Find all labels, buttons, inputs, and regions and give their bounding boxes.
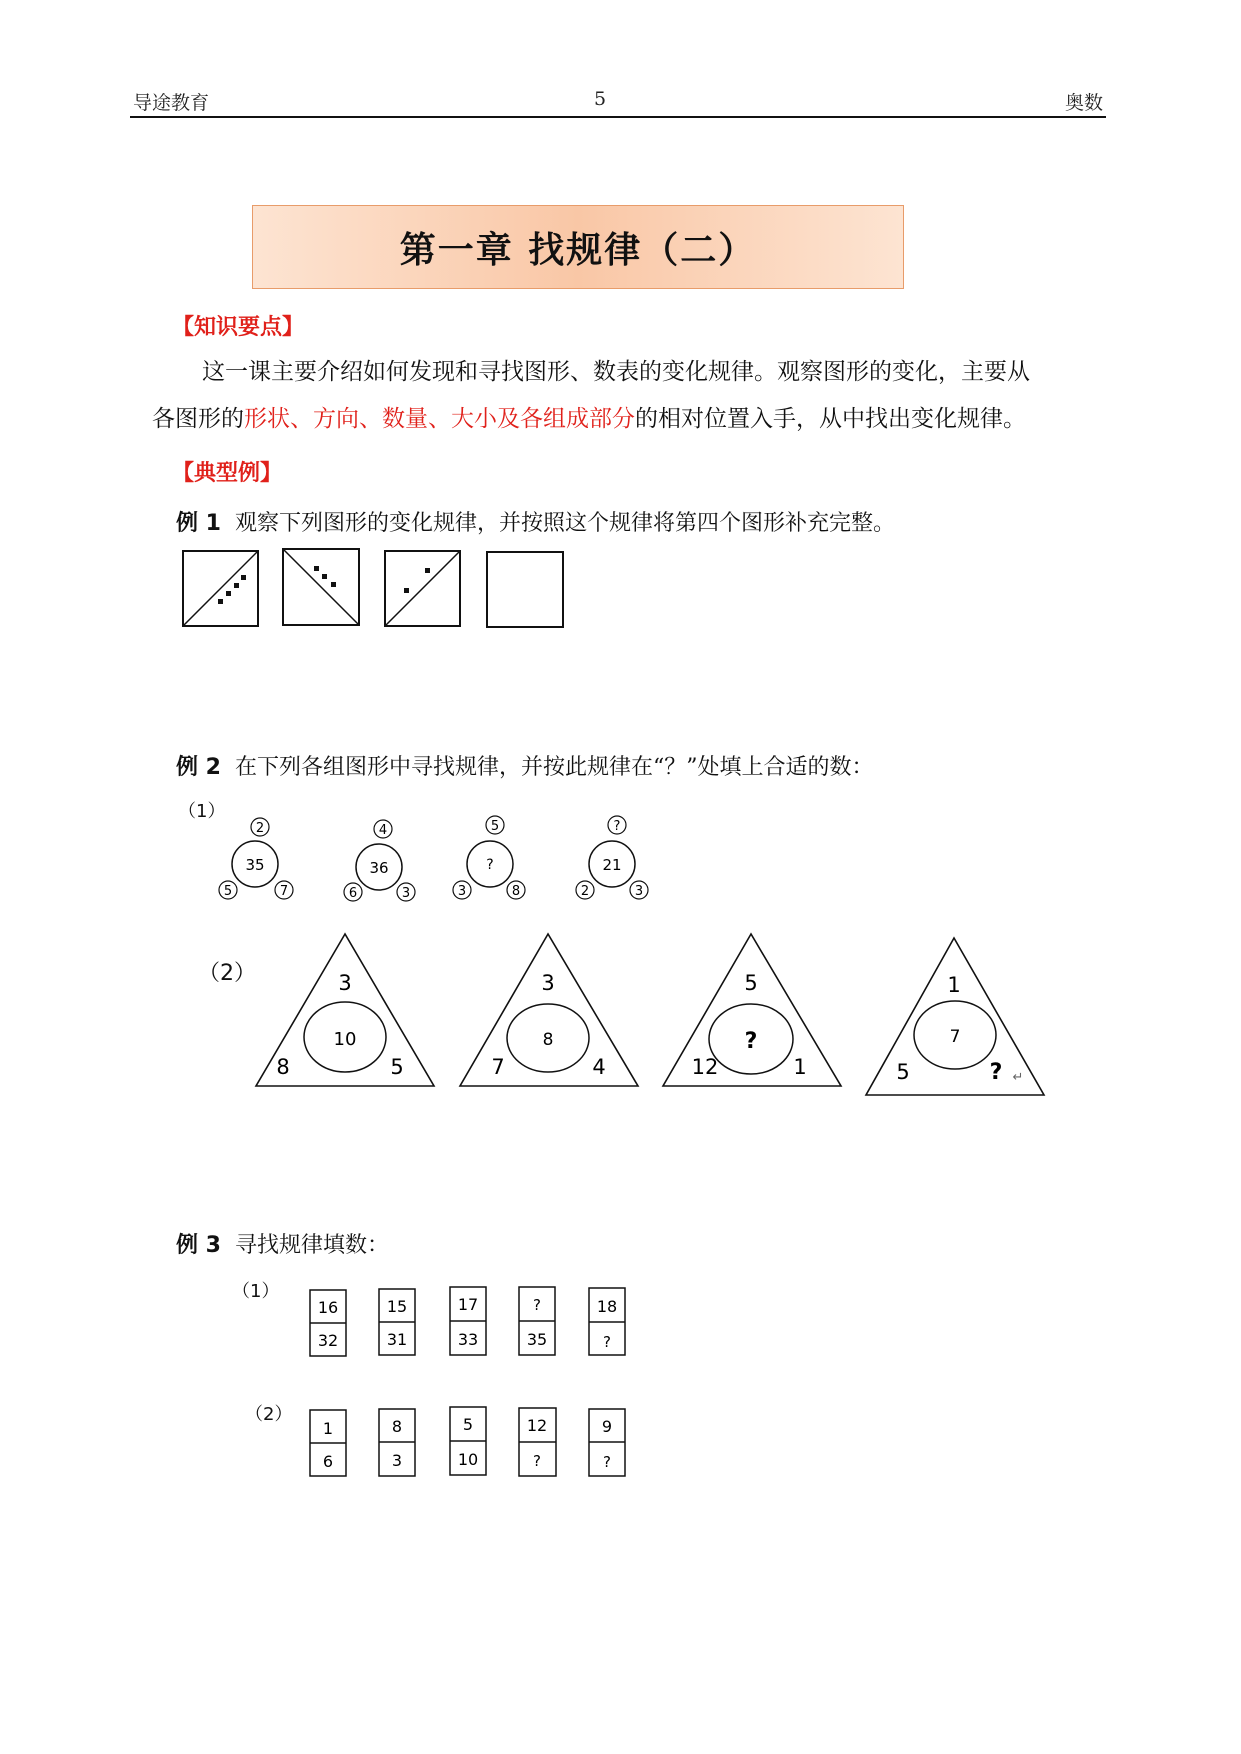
- ex3-row1-box-4: [519, 1287, 555, 1355]
- ex2-circle-group-1: [219, 818, 293, 899]
- ex3-row2-box-2: [379, 1409, 415, 1476]
- ex2-circle-group-4: [576, 816, 648, 899]
- ex3-figures: [0, 1270, 1241, 1490]
- circle-4-right: 3: [634, 884, 644, 899]
- knowledge-heading: 【知识要点】: [172, 314, 305, 340]
- ex2-triangle-2: [460, 934, 638, 1086]
- ex2-text: 在下列各组图形中寻找规律，并按此规律在“？”处填上合适的数：: [234, 755, 874, 780]
- ex2-circle-group-2: [344, 820, 415, 901]
- ex1-figures: [0, 0, 1241, 700]
- ex2-triangle-1: [256, 934, 434, 1086]
- knowledge-line2-before: 各图形的: [152, 406, 244, 432]
- row2-box3-top: 5: [462, 1415, 474, 1434]
- ex2-label: 例 2: [176, 755, 221, 780]
- tri-2-top: 3: [541, 971, 555, 995]
- ex3-row1-box-5: [589, 1288, 625, 1355]
- ex3-line: [176, 1228, 389, 1259]
- row2-box3-bottom: 10: [457, 1450, 479, 1469]
- circle-1-top: 2: [255, 821, 265, 836]
- row2-box1-bottom: 6: [322, 1452, 334, 1471]
- ex1-square-4-empty: [487, 552, 563, 627]
- tri-2-left: 7: [491, 1055, 505, 1079]
- tri-1-right: 5: [390, 1055, 404, 1079]
- row2-box2-top: 8: [391, 1417, 403, 1436]
- chapter-title: 第一章 找规律（二）: [399, 228, 757, 271]
- ex1-text: 观察下列图形的变化规律，并按照这个规律将第四个图形补充完整。: [234, 511, 895, 536]
- tri-1-left: 8: [276, 1055, 290, 1079]
- ex1-square-2: [283, 549, 359, 625]
- circle-1-right: 7: [279, 884, 289, 899]
- circle-4-center: 21: [602, 856, 622, 874]
- tri-4-right: ?: [989, 1060, 1003, 1085]
- tri-2-center: 8: [542, 1030, 554, 1050]
- circle-4-top: ?: [613, 819, 621, 834]
- row1-box1-top: 16: [317, 1298, 339, 1317]
- ex2-triangle-4: [866, 938, 1044, 1095]
- circle-3-top: 5: [490, 819, 500, 834]
- tri-4-left: 5: [896, 1060, 910, 1084]
- ex3-row1-box-2: [379, 1289, 415, 1355]
- ex2-line: [176, 750, 873, 781]
- ex2-figures: [0, 790, 1241, 1120]
- tri-3-center: ?: [744, 1029, 758, 1054]
- ex2-part2-label: （2）: [198, 961, 256, 986]
- circle-2-right: 3: [401, 886, 411, 901]
- ex2-part1-label: （1）: [178, 801, 226, 822]
- ex1-square-3: [385, 551, 460, 626]
- row1-box3-bottom: 33: [457, 1330, 479, 1349]
- row2-box2-bottom: 3: [391, 1451, 403, 1470]
- ex1-label: 例 1: [176, 511, 221, 536]
- ex3-row2-box-5: [589, 1409, 625, 1476]
- row2-box5-top: 9: [601, 1417, 613, 1436]
- circle-3-left: 3: [457, 884, 467, 899]
- return-mark: ↵: [1012, 1070, 1024, 1085]
- tri-1-top: 3: [338, 971, 352, 995]
- row2-box5-bottom: ?: [603, 1453, 611, 1471]
- row1-box1-bottom: 32: [317, 1331, 339, 1350]
- page-number: 5: [594, 88, 607, 110]
- tri-1-center: 10: [333, 1029, 357, 1050]
- ex3-part2-label: （2）: [245, 1404, 293, 1425]
- ex2-triangle-3: [663, 934, 841, 1086]
- row1-box2-top: 15: [386, 1297, 408, 1316]
- ex3-row2-box-4: [519, 1408, 556, 1476]
- tri-3-right: 1: [793, 1055, 807, 1079]
- row1-box4-top: ?: [533, 1296, 541, 1314]
- circle-4-left: 2: [580, 884, 590, 899]
- row1-box2-bottom: 31: [386, 1330, 408, 1349]
- circle-2-left: 6: [348, 886, 358, 901]
- circle-1-left: 5: [223, 884, 233, 899]
- ex3-row1-box-1: [310, 1290, 346, 1356]
- ex3-part1-label: （1）: [232, 1281, 280, 1302]
- ex1-square-1: [183, 551, 258, 626]
- circle-1-center: 35: [245, 856, 265, 874]
- ex3-row1-box-3: [450, 1287, 486, 1355]
- knowledge-line1: 这一课主要介绍如何发现和寻找图形、数表的变化规律。观察图形的变化，主要从: [202, 359, 1030, 385]
- circle-3-right: 8: [511, 884, 521, 899]
- row1-box5-top: 18: [596, 1297, 618, 1316]
- tri-4-center: 7: [949, 1027, 961, 1047]
- knowledge-line2-after: 的相对位置入手，从中找出变化规律。: [635, 406, 1026, 432]
- circle-2-top: 4: [378, 823, 388, 838]
- row1-box3-top: 17: [457, 1295, 479, 1314]
- knowledge-line2-highlight: 形状、方向、数量、大小及各组成部分: [244, 406, 635, 432]
- tri-3-top: 5: [744, 971, 758, 995]
- ex3-row2-box-1: [310, 1410, 346, 1476]
- tri-4-top: 1: [947, 973, 961, 997]
- ex3-label: 例 3: [176, 1233, 221, 1258]
- row2-box4-bottom: ?: [533, 1452, 541, 1470]
- header-right: 奥数: [1065, 92, 1104, 114]
- row1-box4-bottom: 35: [526, 1330, 548, 1349]
- row1-box5-bottom: ?: [603, 1333, 611, 1351]
- circle-3-center: ?: [486, 857, 494, 873]
- row2-box1-top: 1: [322, 1419, 334, 1438]
- ex2-circle-group-3: [453, 816, 525, 899]
- header-left: 导途教育: [133, 92, 210, 114]
- row2-box4-top: 12: [526, 1416, 548, 1435]
- circle-2-center: 36: [369, 859, 389, 877]
- ex3-text: 寻找规律填数：: [234, 1233, 389, 1258]
- tri-3-left: 12: [691, 1055, 719, 1079]
- examples-heading: 【典型例】: [172, 460, 283, 486]
- ex3-row2-box-3: [450, 1407, 486, 1475]
- tri-2-right: 4: [592, 1055, 606, 1079]
